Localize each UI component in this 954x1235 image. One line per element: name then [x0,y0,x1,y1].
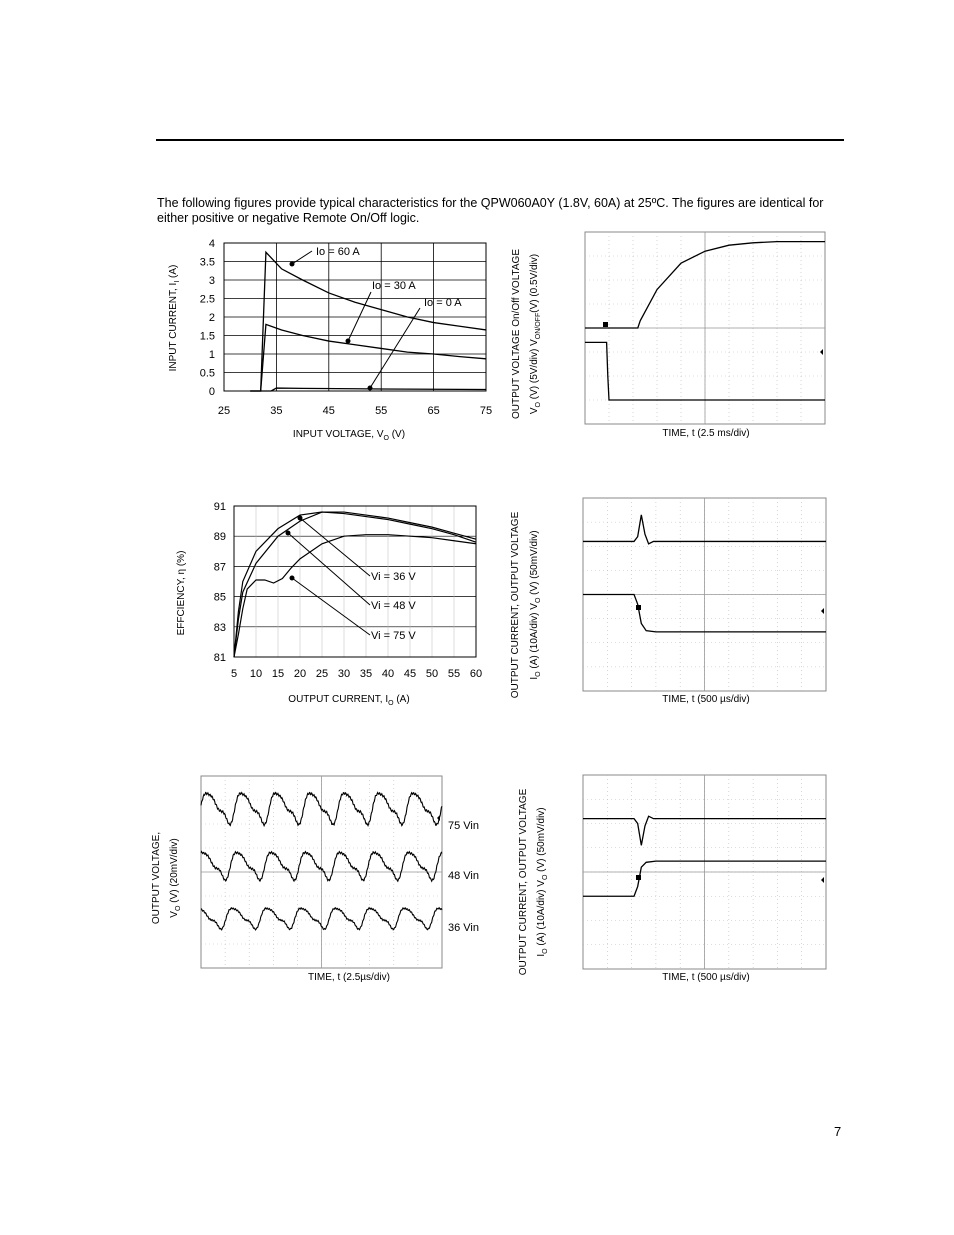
x-tick-label: 45 [403,668,417,680]
label-part: (V) (50mV/div) [529,530,540,598]
label-part: (V) (5V/div) V [529,339,540,403]
label-subscript: ON/OFF [535,312,542,340]
label-part: TIME, t (500 µs/div) [662,972,750,983]
arrow-head [346,339,351,344]
y-tick-label: 2 [208,312,215,324]
x-tick-label: 55 [447,668,461,680]
label-subscript: O [535,402,542,408]
y-tick-label: 3.5 [199,256,215,269]
page-number: 7 [834,1124,842,1139]
x-axis-label [288,694,409,707]
y-tick-label: 85 [213,591,226,604]
y-tick-label: 81 [213,652,226,664]
y-axis-label: EFFCIENCY, η (%) [176,550,187,636]
label-part: I [529,676,540,680]
channel-marker [603,322,608,327]
label-subscript: O [535,671,542,677]
annotation-label: Io = 60 A [316,246,360,258]
label-subscript: O [388,700,394,707]
chart-input-current [168,238,492,442]
intro-paragraph: The following figures provide typical characteristics for the QPW060A0Y (1.8V, 60A) at 25ºC. The figures are identical for either positive or negative Remote On/Off logic. [157,196,824,225]
y-axis-label-top: OUTPUT VOLTAGE On/Off VOLTAGE [511,248,522,420]
y-tick-label: 0.5 [199,367,215,380]
label-part: TIME, t (2.5µs/div) [308,972,390,983]
series-line [250,324,486,391]
x-tick-label: 25 [217,405,231,417]
label-part: TIME, t (2.5 ms/div) [662,428,750,439]
label-part: (V) (20mV/div) [169,838,180,906]
annotation-arrow [300,518,370,576]
annotation-label: Io = 30 A [372,280,416,292]
label-subscript: O [542,874,549,881]
arrow-head [368,386,373,391]
annotation-arrow [288,533,370,605]
y-tick-label: 0 [208,386,215,398]
y-tick-label: 2.5 [199,293,215,306]
annotation-arrow [348,292,371,341]
chart-startup-scope [511,232,825,439]
x-tick-label: 60 [469,668,483,680]
y-axis-label-top: OUTPUT VOLTAGE, [151,831,162,925]
y-axis-label-top: OUTPUT CURRENT, OUTPUT VOLTAGE [518,788,529,976]
x-tick-label: 30 [337,668,351,680]
y-tick-label: 1.5 [199,330,215,343]
label-part: INPUT VOLTAGE, V [292,429,384,440]
series-line [250,252,486,391]
label-part: (A) (10A/div) V [529,603,540,672]
channel-marker [636,875,641,880]
y-axis-label-bottom [529,254,542,414]
y-tick-label: 91 [213,501,226,513]
label-part: (A) (10A/div) V [536,880,547,949]
chart-step-load-down [510,498,826,705]
label-part: (A) [168,264,179,281]
x-axis-label [662,972,749,983]
label-part: TIME, t (500 µs/div) [662,694,750,705]
x-tick-label: 55 [375,405,388,417]
series-line [234,512,476,657]
y-axis-label-bottom [169,838,182,917]
x-tick-label: 10 [249,668,263,680]
x-tick-label: 35 [359,668,373,680]
x-tick-label: 15 [271,668,285,680]
trace-label: 75 Vin [448,820,479,832]
label-subscript: O [542,948,549,954]
label-part: INPUT CURRENT, I [168,282,179,372]
chart-ripple-scope [151,776,479,983]
series-line [234,535,476,657]
y-tick-label: 4 [208,238,215,250]
y-tick-label: 83 [213,621,226,634]
y-tick-label: 89 [213,531,226,544]
x-tick-label: 65 [427,405,440,417]
label-subscript: O [383,435,389,442]
series-line [234,512,476,657]
label-part: V [529,407,540,415]
label-part: I [536,953,547,957]
x-tick-label: 35 [270,405,283,417]
x-tick-label: 45 [322,405,335,417]
label-part: OUTPUT CURRENT, I [288,694,389,705]
y-tick-label: 87 [213,561,226,574]
y-axis-label-top: OUTPUT CURRENT, OUTPUT VOLTAGE [510,511,521,699]
y-tick-label: 1 [208,349,215,361]
label-subscript: I [174,280,181,283]
annotation-label: Vi = 36 V [371,571,416,583]
x-tick-label: 20 [293,668,307,680]
label-subscript: O [535,597,542,604]
x-tick-label: 5 [230,668,238,680]
x-axis-label [662,694,749,705]
chart-efficiency [176,501,482,707]
label-subscript: O [175,905,182,912]
trace-label: 48 Vin [448,870,479,882]
annotation-label: Io = 0 A [424,297,462,309]
arrow-head [290,262,295,267]
x-tick-label: 25 [315,668,329,680]
annotation-label: Vi = 48 V [371,600,416,612]
annotation-label: Vi = 75 V [371,630,416,642]
x-axis-label [293,429,405,442]
arrow-head [290,576,295,581]
x-tick-label: 40 [381,668,395,680]
x-tick-label: 75 [479,405,493,417]
y-axis-label-bottom [536,807,549,956]
x-tick-label: 50 [425,668,439,680]
label-part: (V) [388,429,406,440]
x-axis-label [662,428,749,439]
label-part: (A) [393,694,410,705]
label-part: (V) (0.5V/div) [529,253,540,313]
label-part: V [169,911,180,918]
annotation-arrow [292,251,312,264]
y-tick-label: 3 [208,275,215,287]
arrow-head [298,516,303,521]
arrow-head [286,531,291,536]
channel-marker [636,605,641,610]
y-axis-label [168,265,181,372]
x-axis-label [308,972,390,983]
y-axis-label-bottom [529,530,542,679]
chart-step-load-up [518,775,826,983]
label-part: (V) (50mV/div) [536,807,547,875]
trace-label: 36 Vin [448,922,479,934]
